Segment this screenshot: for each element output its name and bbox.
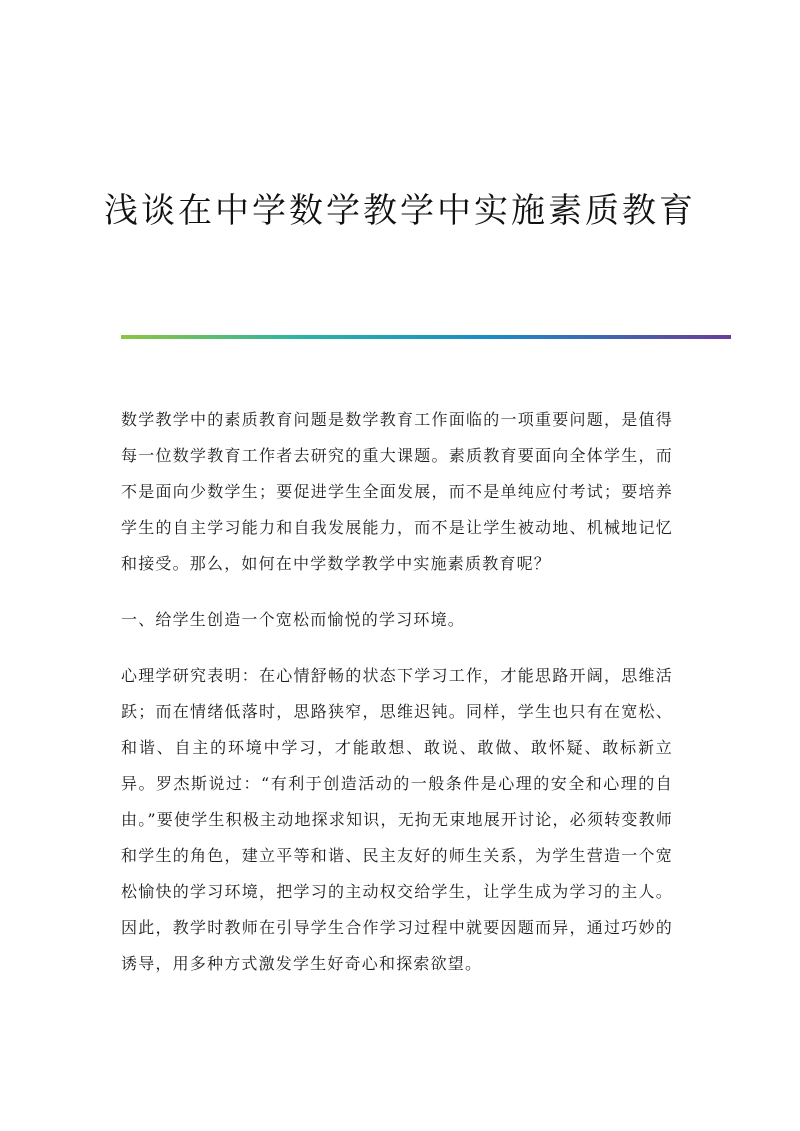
section-heading: 一、给学生创造一个宽松而愉悦的学习环境。 [121,610,466,629]
intro-paragraph: 数学教学中的素质教育问题是数学教育工作面临的一项重要问题，是值得每一位数学教育工作者去研究的重大课题。素质教育要面向全体学生，而不是面向少数学生；要促进学生全面发展，而不是单纯应付考试；要培养学生的自主学习能力和自我发展能力，而不是让学生被动地、机械地记忆和接受。那么，如何在中学数学教学中实施素质教育呢？ [121,410,673,573]
document-body [121,402,673,1002]
document-title: 浅谈在中学数学教学中实施素质教育 [104,191,696,231]
title-divider [121,335,731,339]
body-paragraph: 心理学研究表明：在心情舒畅的状态下学习工作，才能思路开阔，思维活跃；而在情绪低落时，思路狭窄，思维迟钝。同样，学生也只有在宽松、和谐、自主的环境中学习，才能敢想、敢说、敢做、敢怀疑、敢标新立异。罗杰斯说过：“有利于创造活动的一般条件是心理的安全和心理的自由。”要使学生积极主动地探求知识，无拘无束地展开讨论，必须转变教师和学生的角色，建立平等和谐、民主友好的师生关系，为学生营造一个宽松愉快的学习环境，把学习的主动权交给学生，让学生成为学习的主人。因此，教学时教师在引导学生合作学习过程中就要因题而异，通过巧妙的诱导，用多种方式激发学生好奇心和探索欲望。 [121,666,673,973]
